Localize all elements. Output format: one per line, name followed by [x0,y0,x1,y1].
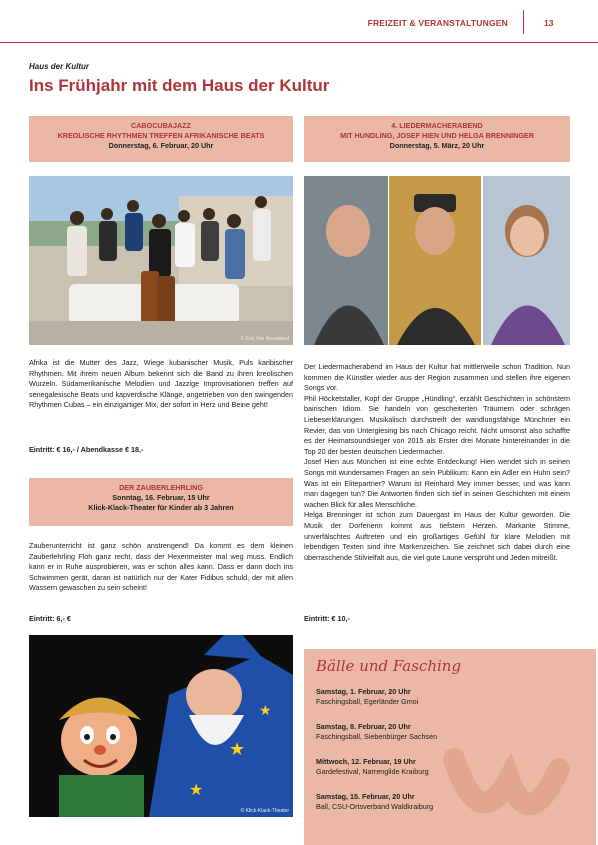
page-number: 13 [544,18,554,28]
event-cabocubajazz-price: Eintritt: € 16,- / Abendkasse € 18,- [29,445,144,454]
list-item [316,757,586,777]
article-kicker: Haus der Kultur [29,62,90,71]
list-item-date: Samstag, 1. Februar, 20 Uhr [316,687,411,696]
event-liedermacherabend-price: Eintritt: € 10,- [304,614,350,623]
sidebar-event-list [316,687,586,827]
paragraph: Phil Höcketstaller, Kopf der Gruppe „Hündling“, erzählt Geschichten in schönstem bairischen Idiom. Sie handeln von gescheiterten Träumern oder schrägen Liebeserklärungen. Musikalisch durchstreift der wandlungsfähige Münchner ein Revier, das von Untergiesing bis nach Chicago reicht. Nicht umsonst also schaffte es der Heimatsoundsieger von 2015 als Erster drei Monate hintereinander in die Top 20 der besten deutschen Liedermacher. [304,393,570,456]
event-date: Sonntag, 16. Februar, 15 Uhr [112,493,210,502]
band-photo [29,176,293,345]
event-zauberlehrling-description: Zauberunterricht ist ganz schön anstrengend! Da kommt es dem kleinen Zauberlehrling Floh ganz recht, dass der Hexenmeister mal weg muss. Endlich kann er in Ruhe ausprobieren, was er schon alles kann. Dass er dann doch ins Schwimmen gerät, daran ist natürlich nur der Kater Fidibus schuld, der mit allen Wassern gewaschen zu sein scheint! [29,541,293,593]
event-date: Donnerstag, 5. März, 20 Uhr [389,141,485,150]
event-title: 4. LIEDERMACHERABEND [391,121,483,130]
faschings-sidebar [304,649,596,845]
event-title: CABOCUBAJAZZ [131,121,191,130]
list-item-event: Gardefestival, Narrengilde Kraiburg [316,767,429,776]
event-subtitle: MIT HUNDLING, JOSEF HIEN UND HELGA BRENNINGER [340,131,534,140]
paragraph: Helga Brenninger ist schon zum Dauergast im Haus der Kultur geworden. Die Musik der Dorfenerin kommt aus tiefstem Herzen. Markante Stimme, unverfälschtes Auftreten und ein großartiges Gefühl für klare Melodien mit lebendigen Texten sind ihre Markenzeichen. Sie zeichnet sich dabei durch eine überraschende Stilvielfalt aus, die viel gute Laune versprüht und Jeden mitreißt. [304,510,570,562]
event-cabocubajazz-box [29,116,293,162]
event-subtitle: Klick-Klack-Theater für Kinder ab 3 Jahren [88,503,234,512]
list-item [316,687,586,707]
sidebar-title: Bälle und Fasching [316,657,462,675]
event-zauberlehrling-price: Eintritt: 6,- € [29,614,71,623]
event-liedermacherabend-box [304,116,570,162]
event-zauberlehrling-box [29,478,293,526]
list-item-event: Ball, CSU-Ortsverband Waldkraiburg [316,802,434,811]
list-item-event: Faschingsball, Egerländer Gmoi [316,697,419,706]
list-item-date: Mittwoch, 12. Februar, 19 Uhr [316,757,416,766]
artist-photo-hundling [304,176,388,345]
event-date: Donnerstag, 6. Februar, 20 Uhr [108,141,214,150]
svg-text:★: ★ [189,780,204,799]
event-title: DER ZAUBERLEHRLING [119,483,203,492]
artist-photo-illustration [304,176,388,345]
section-header: FREIZEIT & VERANSTALTUNGEN [367,18,508,28]
list-item [316,792,586,812]
artist-photo-illustration [389,176,481,345]
list-item-date: Samstag, 8. Februar, 20 Uhr [316,722,411,731]
header-divider [523,10,524,34]
event-liedermacherabend-description [304,362,570,563]
event-subtitle: KREOLISCHE RHYTHMEN TREFFEN AFRIKANISCHE BEATS [57,131,265,140]
list-item-date: Samstag, 15. Februar, 20 Uhr [316,792,415,801]
paragraph: Der Liedermacherabend im Haus der Kultur hat mittlerweile schon Tradition. Nun kommen die Künstler wieder aus der Region zusammen und stellen ihre eigenen Songs vor. [304,362,570,393]
artist-photo-josef-hien [389,176,481,345]
paragraph: Josef Hien aus München ist eine echte Entdeckung! Hien wendet sich in seinen Songs mit wundersamen Fragen an sein Publikum: Kann ein Adler ein Huhn sein? Was ist ein Elitepartner? Warum ist Reinhard Mey immer besser, und was kann man dagegen tun? Die Antworten finden sich tief in seinen Geschichten mit einem wachen Blick für alles Menschliche. [304,457,570,509]
artist-photo-helga-brenninger [483,176,570,345]
header-rule [0,42,598,43]
event-cabocubajazz-description: Afrika ist die Mutter des Jazz, Wiege kubanischer Musik, Puls karibischer Rhythmen. Mit ihrem neuen Album bekennt sich die Band zu ihren kreolischen Wurzeln. Südamerikanische Melodien und Jazzige Improvisationen treffen auf senegalesische Beats und kapverdische Klänge, angetrieben von den swingenden Rhythmen Cubas – ein einzigartiger Mix, der sofort in Herz und Beine geht! [29,358,293,410]
svg-text:★: ★ [229,739,246,760]
puppet-photo [29,635,293,817]
band-photo-illustration [29,176,293,345]
svg-text:★: ★ [259,703,272,719]
puppet-photo-illustration [29,635,293,817]
artist-photo-illustration [483,176,570,345]
article-title: Ins Frühjahr mit dem Haus der Kultur [29,76,330,95]
list-item [316,722,586,742]
photo-credit: © Eric Van Nieuwland [240,336,289,342]
list-item-event: Faschingsball, Siebenbürger Sachsen [316,732,438,741]
photo-credit: © Klick-Klack-Theater [240,808,289,814]
